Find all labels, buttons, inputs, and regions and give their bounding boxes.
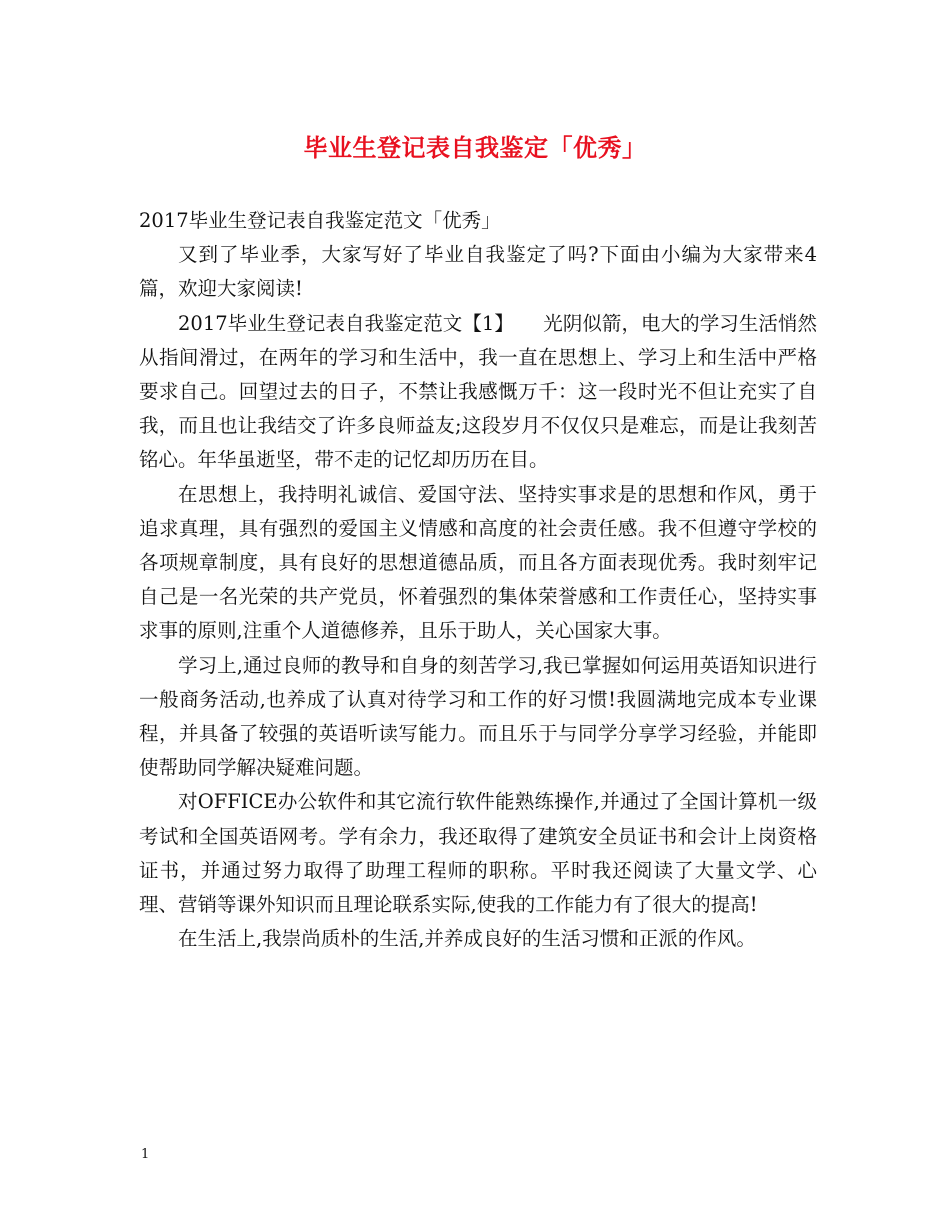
page-number: 1 <box>141 1147 150 1162</box>
paragraph-skills: 对OFFICE办公软件和其它流行软件能熟练操作,并通过了全国计算机一级考试和全国英语网考。学有余力，我还取得了建筑安全员证书和会计上岗资格证书，并通过努力取得了助理工程师的职称。平时我还阅读了大量文学、心理、营销等课外知识而且理论联系实际,使我的工作能力有了很大的提高! <box>139 790 817 917</box>
document-title: 毕业生登记表自我鉴定「优秀」 <box>303 133 647 162</box>
paragraph-subtitle: 2017毕业生登记表自我鉴定范文「优秀」 <box>139 209 501 232</box>
paragraph-life: 在生活上,我崇尚质朴的生活,并养成良好的生活习惯和正派的作风。 <box>178 927 756 951</box>
paragraph-thought: 在思想上，我持明礼诚信、爱国守法、坚持实事求是的思想和作风，勇于追求真理，具有强烈的爱国主义情感和高度的社会责任感。我不但遵守学校的各项规章制度，具有良好的思想道德品质，而且各方面表现优秀。我时刻牢记自己是一名光荣的共产党员，怀着强烈的集体荣誉感和工作责任心，坚持实事求事的原则,注重个人道德修养，且乐于助人，关心国家大事。 <box>139 482 817 643</box>
paragraph-essay-1: 2017毕业生登记表自我鉴定范文【1】 光阴似箭，电大的学习生活悄然从指间滑过，在两年的学习和生活中，我一直在思想上、学习上和生活中严格要求自己。回望过去的日子，不禁让我感慨万千：这一段时光不但让充实了自我，而且也让我结交了许多良师益友;这段岁月不仅仅只是难忘，而是让我刻苦铭心。年华虽逝坚，带不走的记忆却历历在目。 <box>139 311 817 472</box>
document-body <box>139 204 817 956</box>
paragraph-intro: 又到了毕业季，大家写好了毕业自我鉴定了吗?下面由小编为大家带来4篇，欢迎大家阅读! <box>139 243 817 301</box>
paragraph-study: 学习上,通过良师的教导和自身的刻苦学习,我已掌握如何运用英语知识进行一般商务活动,也养成了认真对待学习和工作的好习惯!我圆满地完成本专业课程，并具备了较强的英语听读写能力。而且乐于与同学分享学习经验，并能即使帮助同学解决疑难问题。 <box>139 653 817 780</box>
